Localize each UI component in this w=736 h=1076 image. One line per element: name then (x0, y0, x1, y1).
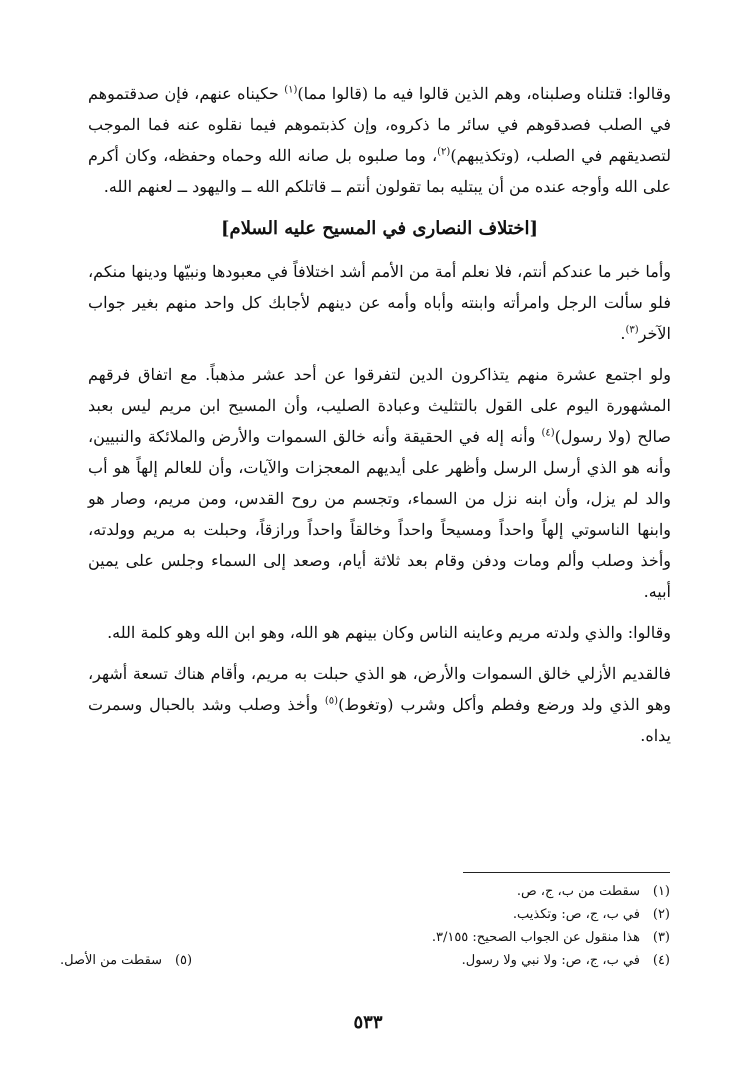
footnote-row (60, 880, 670, 903)
paragraph-1-text-c: ، وما صلبوه بل صانه الله وحماه وحفظه، وكان أكرم على الله وأوجه عنده من أن يبتليه بما تقولون أنتم ــ قاتلكم الله ــ واليهود ــ لعنهم الله. (88, 146, 671, 196)
footnote-4 (462, 949, 670, 972)
footnote-2-text: في ب، ج، ص: وتكذيب. (512, 907, 640, 922)
footnote-ref-4[interactable]: (٤) (541, 427, 555, 439)
footnote-ref-2[interactable]: (٢) (437, 146, 451, 158)
footnote-1 (517, 880, 670, 903)
paragraph-1-text-b: حكيناه عنهم، فإن صدقتموهم في الصلب فصدقوهم في سائر ما ذكروه، وإن كذبتموهم فيما نقلوه عنه فما الموجب لتصديقهم في الصلب، (وتكذيبهم) (88, 84, 671, 165)
paragraph-4: وقالوا: والذي ولدته مريم وعاينه الناس وكان بينهم هو الله، وهو ابن الله وهو كلمة الله. (107, 623, 671, 642)
footnote-1-text: سقطت من ب، ج، ص. (516, 884, 640, 899)
footnote-3-text: هذا منقول عن الجواب الصحيح: ٣/١٥٥. (431, 930, 640, 945)
footnote-4-text: في ب، ج، ص: ولا نبي ولا رسول. (461, 953, 640, 968)
footnote-row (60, 949, 670, 972)
paragraph-2 (88, 256, 671, 349)
footnote-divider (463, 872, 670, 873)
paragraph-2-text: وأما خبر ما عندكم أنتم، فلا نعلم أمة من الأمم أشد اختلافاً في معبودها ونبيّها ودينها منكم، فلو سألت الرجل وامرأته وابنته وأباه وأمه عن دينهم لأجابك كل واحد منهم بغير جواب الآخر (88, 262, 671, 343)
footnotes (60, 880, 670, 972)
footnote-2-number: (٢) (652, 907, 670, 922)
section-heading: [اختلاف النصارى في المسيح عليه السلام] (221, 218, 538, 239)
paragraph-3 (88, 359, 671, 607)
paragraph-1 (88, 78, 671, 202)
paragraph-3-text-b: وأنه إله في الحقيقة وأنه خالق السموات والأرض والملائكة والنبيين، وأنه هو الذي أرسل الرسل وأظهر على أيديهم المعجزات والآيات، وأن للعالم إلهاً هو أب والد لم يزل، وأن ابنه نزل من السماء، وتجسم من روح القدس، ومن مريم، وصار هو وابنها الناسوتي إلهاً واحداً ومسيحاً واحداً وخالقاً واحداً ورازقاً، وحبلت به مريم وولدته، وأخذ وصلب وألم ومات ودفن وقام بعد ثلاثة أيام، وصعد إلى السماء وجلس على يمين أبيه. (88, 427, 671, 601)
footnote-5 (60, 949, 192, 972)
paragraph-5-text-a: فالقديم الأزلي خالق السموات والأرض، هو الذي حبلت به مريم، وأقام هناك تسعة أشهر، وهو الذي ولد ورضع وفطم وأكل وشرب (وتغوط) (88, 664, 672, 714)
footnote-row (60, 903, 670, 926)
paragraph-2-end: . (620, 324, 626, 343)
footnote-4-number: (٤) (652, 953, 670, 968)
footnote-ref-3[interactable]: (٣) (625, 324, 639, 336)
footnote-1-number: (١) (652, 884, 670, 899)
footnote-2 (513, 903, 670, 926)
page-number: ٥٣٣ (353, 1012, 383, 1033)
footnote-5-text: سقطت من الأصل. (60, 953, 163, 968)
footnote-row (60, 926, 670, 949)
footnote-3-number: (٣) (652, 930, 670, 945)
paragraph-1-text-a: وقالوا: قتلناه وصلبناه، وهم الذين قالوا فيه ما (قالوا مما) (297, 84, 672, 103)
footnote-5-number: (٥) (174, 953, 193, 968)
footnote-ref-1[interactable]: (١) (284, 84, 298, 96)
paragraph-5 (88, 658, 671, 751)
page-body (88, 78, 671, 751)
paragraph-5-text-b: وأخذ وصلب وشد بالحبال وسمرت يداه. (88, 695, 671, 745)
footnote-3 (432, 926, 670, 949)
footnote-ref-5[interactable]: (٥) (324, 695, 339, 707)
paragraph-3-text-a: ولو اجتمع عشرة منهم يتذاكرون الدين لتفرقوا عن أحد عشر مذهباً. مع اتفاق فرقهم المشهورة اليوم على القول بالتثليث وعبادة الصليب، وأن المسيح ابن مريم ليس بعبد صالح (ولا رسول) (88, 365, 671, 446)
